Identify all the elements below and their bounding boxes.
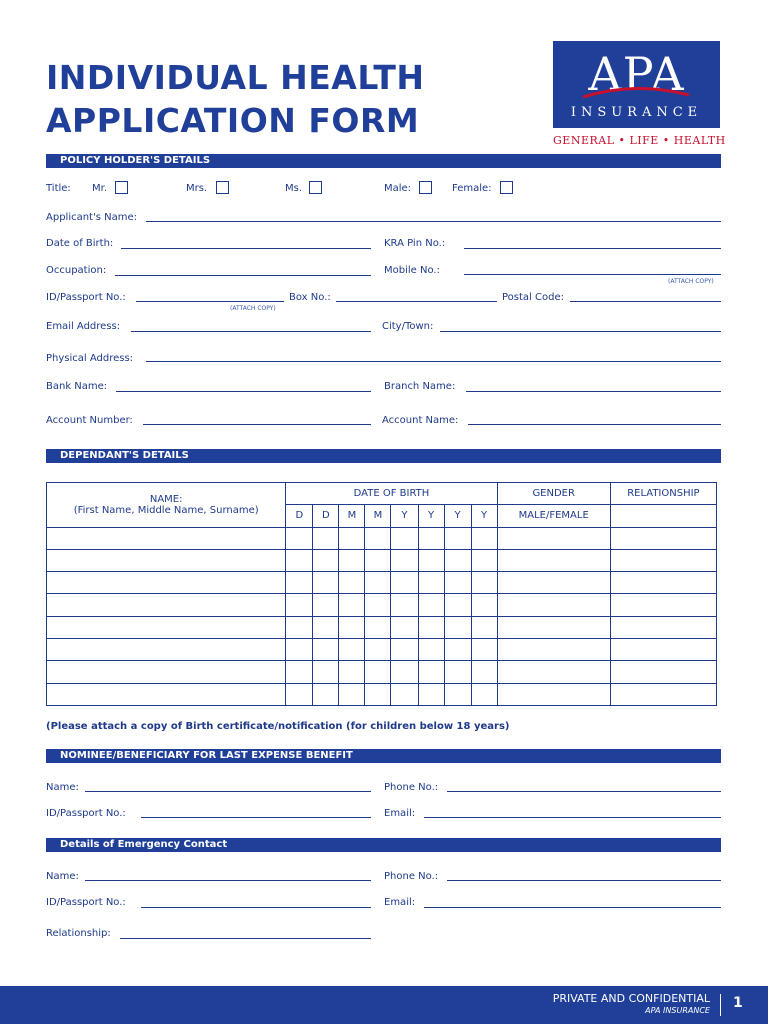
logo-text: APA (588, 47, 685, 101)
title-label: Title: (46, 183, 71, 194)
table-cell[interactable] (610, 594, 716, 616)
table-cell[interactable] (339, 549, 365, 571)
table-cell[interactable] (418, 683, 444, 705)
table-cell[interactable] (610, 683, 716, 705)
table-cell[interactable] (313, 639, 339, 661)
gender-header: GENDER (497, 483, 610, 505)
table-cell[interactable] (471, 639, 497, 661)
section-header-nominee (46, 749, 721, 763)
table-cell[interactable] (47, 661, 286, 683)
table-row (47, 639, 717, 661)
dob-field[interactable] (121, 248, 371, 249)
emergency-id-field[interactable] (141, 907, 371, 908)
page-footer (0, 986, 768, 1024)
table-cell[interactable] (497, 527, 610, 549)
table-cell[interactable] (391, 683, 418, 705)
table-cell[interactable] (391, 549, 418, 571)
logo-swoosh-icon (581, 85, 691, 101)
applicant-name-label: Applicant's Name: (46, 212, 137, 223)
mr-checkbox[interactable] (115, 181, 128, 194)
table-row (47, 616, 717, 638)
table-cell[interactable] (47, 616, 286, 638)
form-title-line2: APPLICATION FORM (46, 101, 420, 140)
nominee-email-field[interactable] (424, 817, 721, 818)
table-cell[interactable] (365, 527, 391, 549)
id-passport-field[interactable] (136, 301, 284, 302)
table-cell[interactable] (365, 549, 391, 571)
table-cell[interactable] (313, 616, 339, 638)
table-cell[interactable] (471, 683, 497, 705)
footer-company: APA INSURANCE (645, 1006, 710, 1015)
table-cell[interactable] (286, 572, 313, 594)
table-cell[interactable] (471, 616, 497, 638)
branch-name-field[interactable] (466, 391, 721, 392)
table-row (47, 572, 717, 594)
bank-name-field[interactable] (116, 391, 371, 392)
section-header-policy-holder (46, 154, 721, 168)
table-cell[interactable] (339, 527, 365, 549)
table-cell[interactable] (339, 572, 365, 594)
table-cell[interactable] (391, 661, 418, 683)
table-cell[interactable] (47, 639, 286, 661)
ms-checkbox[interactable] (309, 181, 322, 194)
nominee-name-label: Name: (46, 782, 79, 793)
nominee-id-field[interactable] (141, 817, 371, 818)
table-cell[interactable] (444, 594, 471, 616)
nominee-id-label: ID/Passport No.: (46, 808, 126, 819)
table-cell[interactable] (391, 639, 418, 661)
emergency-phone-label: Phone No.: (384, 871, 439, 882)
table-cell[interactable] (418, 572, 444, 594)
table-cell[interactable] (497, 549, 610, 571)
dob-col-y1: Y (391, 505, 418, 527)
table-cell[interactable] (391, 527, 418, 549)
table-cell[interactable] (339, 661, 365, 683)
occupation-label: Occupation: (46, 265, 107, 276)
table-cell[interactable] (391, 616, 418, 638)
dob-col-m1: M (339, 505, 365, 527)
table-cell[interactable] (391, 572, 418, 594)
box-no-label: Box No.: (289, 292, 331, 303)
table-cell[interactable] (418, 616, 444, 638)
nominee-email-label: Email: (384, 808, 416, 819)
dob-col-y3: Y (444, 505, 471, 527)
dob-col-y4: Y (471, 505, 497, 527)
dob-col-d1: D (286, 505, 313, 527)
table-cell[interactable] (418, 527, 444, 549)
table-cell[interactable] (444, 527, 471, 549)
table-cell[interactable] (286, 527, 313, 549)
table-row (47, 661, 717, 683)
gender-subheader: MALE/FEMALE (497, 505, 610, 527)
mobile-label: Mobile No.: (384, 265, 440, 276)
account-number-field[interactable] (143, 424, 371, 425)
table-cell[interactable] (365, 639, 391, 661)
applicant-name-field[interactable] (146, 221, 721, 222)
table-cell[interactable] (471, 594, 497, 616)
table-cell[interactable] (497, 572, 610, 594)
table-cell[interactable] (365, 594, 391, 616)
ms-label: Ms. (285, 183, 303, 194)
table-cell[interactable] (418, 661, 444, 683)
name-header-cell (47, 483, 286, 528)
table-cell[interactable] (313, 594, 339, 616)
dependants-table (46, 482, 717, 706)
account-name-label: Account Name: (382, 415, 459, 426)
table-cell[interactable] (418, 549, 444, 571)
postal-code-field[interactable] (570, 301, 721, 302)
email-field[interactable] (131, 331, 371, 332)
table-cell[interactable] (339, 594, 365, 616)
box-no-field[interactable] (336, 301, 497, 302)
table-cell[interactable] (47, 683, 286, 705)
form-title-line1: INDIVIDUAL HEALTH (46, 58, 425, 97)
table-cell[interactable] (339, 616, 365, 638)
nominee-phone-field[interactable] (447, 791, 721, 792)
table-cell[interactable] (610, 527, 716, 549)
table-cell[interactable] (444, 661, 471, 683)
table-cell[interactable] (610, 549, 716, 571)
account-number-label: Account Number: (46, 415, 133, 426)
emergency-name-field[interactable] (85, 880, 371, 881)
dob-label: Date of Birth: (46, 238, 114, 249)
section-header-dependants (46, 449, 721, 463)
table-cell[interactable] (313, 549, 339, 571)
physical-address-label: Physical Address: (46, 353, 134, 364)
postal-code-label: Postal Code: (502, 292, 564, 303)
table-cell[interactable] (286, 639, 313, 661)
table-cell[interactable] (610, 661, 716, 683)
table-cell[interactable] (365, 683, 391, 705)
logo-subtext: INSURANCE (570, 105, 703, 120)
table-cell[interactable] (286, 549, 313, 571)
mr-label: Mr. (92, 183, 107, 194)
emergency-email-label: Email: (384, 897, 416, 908)
table-cell[interactable] (47, 549, 286, 571)
name-subheader: (First Name, Middle Name, Surname) (73, 504, 259, 516)
dob-col-m2: M (365, 505, 391, 527)
table-row (47, 549, 717, 571)
emergency-name-label: Name: (46, 871, 79, 882)
table-row (47, 527, 717, 549)
attach-copy-note-id: (ATTACH COPY) (230, 305, 276, 312)
dob-header: DATE OF BIRTH (286, 483, 497, 505)
relationship-subheader (610, 505, 716, 527)
dob-col-y2: Y (418, 505, 444, 527)
table-cell[interactable] (313, 527, 339, 549)
emergency-phone-field[interactable] (447, 880, 721, 881)
female-checkbox[interactable] (500, 181, 513, 194)
table-cell[interactable] (497, 683, 610, 705)
table-cell[interactable] (47, 527, 286, 549)
relationship-header: RELATIONSHIP (610, 483, 716, 505)
female-label: Female: (452, 183, 492, 194)
page-number: 1 (733, 995, 743, 1011)
kra-pin-field[interactable] (464, 248, 721, 249)
nominee-name-field[interactable] (85, 791, 371, 792)
section-title: DEPENDANT'S DETAILS (60, 450, 189, 461)
table-cell[interactable] (418, 639, 444, 661)
occupation-field[interactable] (115, 275, 371, 276)
table-cell[interactable] (339, 683, 365, 705)
table-cell[interactable] (365, 661, 391, 683)
table-cell[interactable] (444, 549, 471, 571)
table-cell[interactable] (286, 683, 313, 705)
footer-divider (720, 994, 721, 1016)
table-cell[interactable] (610, 639, 716, 661)
dob-col-d2: D (313, 505, 339, 527)
mrs-checkbox[interactable] (216, 181, 229, 194)
table-cell[interactable] (471, 549, 497, 571)
mobile-field[interactable] (464, 274, 721, 275)
table-cell[interactable] (286, 616, 313, 638)
section-title: Details of Emergency Contact (60, 839, 228, 850)
table-cell[interactable] (418, 594, 444, 616)
table-cell[interactable] (313, 661, 339, 683)
table-cell[interactable] (365, 572, 391, 594)
table-cell[interactable] (286, 594, 313, 616)
confidential-text: PRIVATE AND CONFIDENTIAL (552, 992, 710, 1005)
table-row (47, 594, 717, 616)
birth-certificate-note: (Please attach a copy of Birth certificate/notification (for children below 18 years) (46, 721, 510, 732)
table-cell[interactable] (471, 527, 497, 549)
table-cell[interactable] (391, 594, 418, 616)
table-cell[interactable] (47, 572, 286, 594)
male-checkbox[interactable] (419, 181, 432, 194)
name-header: NAME: (149, 493, 183, 505)
kra-pin-label: KRA Pin No.: (384, 238, 446, 249)
id-passport-label: ID/Passport No.: (46, 292, 126, 303)
account-name-field[interactable] (468, 424, 721, 425)
table-cell[interactable] (47, 594, 286, 616)
attach-copy-note-kra: (ATTACH COPY) (668, 278, 714, 285)
male-label: Male: (384, 183, 412, 194)
table-cell[interactable] (286, 661, 313, 683)
city-field[interactable] (440, 331, 721, 332)
table-cell[interactable] (471, 661, 497, 683)
logo-tagline: GENERAL • LIFE • HEALTH (553, 134, 726, 147)
emergency-id-label: ID/Passport No.: (46, 897, 126, 908)
table-cell[interactable] (313, 572, 339, 594)
table-cell[interactable] (444, 572, 471, 594)
table-cell[interactable] (365, 616, 391, 638)
table-cell[interactable] (444, 616, 471, 638)
table-cell[interactable] (497, 616, 610, 638)
apa-logo (553, 41, 720, 128)
nominee-phone-label: Phone No.: (384, 782, 439, 793)
physical-address-field[interactable] (146, 361, 721, 362)
emergency-relationship-label: Relationship: (46, 928, 111, 939)
table-cell[interactable] (497, 594, 610, 616)
section-title: POLICY HOLDER'S DETAILS (60, 155, 211, 166)
section-header-emergency-contact (46, 838, 721, 852)
table-cell[interactable] (497, 639, 610, 661)
city-label: City/Town: (382, 321, 434, 332)
mrs-label: Mrs. (186, 183, 208, 194)
branch-name-label: Branch Name: (384, 381, 456, 392)
emergency-relationship-field[interactable] (120, 938, 371, 939)
table-cell[interactable] (444, 683, 471, 705)
section-title: NOMINEE/BENEFICIARY FOR LAST EXPENSE BENEFIT (60, 750, 353, 761)
email-label: Email Address: (46, 321, 121, 332)
table-cell[interactable] (339, 639, 365, 661)
table-cell[interactable] (471, 572, 497, 594)
table-cell[interactable] (444, 639, 471, 661)
table-cell[interactable] (497, 661, 610, 683)
table-cell[interactable] (313, 683, 339, 705)
emergency-email-field[interactable] (424, 907, 721, 908)
bank-name-label: Bank Name: (46, 381, 108, 392)
table-row (47, 683, 717, 705)
table-cell[interactable] (610, 572, 716, 594)
table-cell[interactable] (610, 616, 716, 638)
